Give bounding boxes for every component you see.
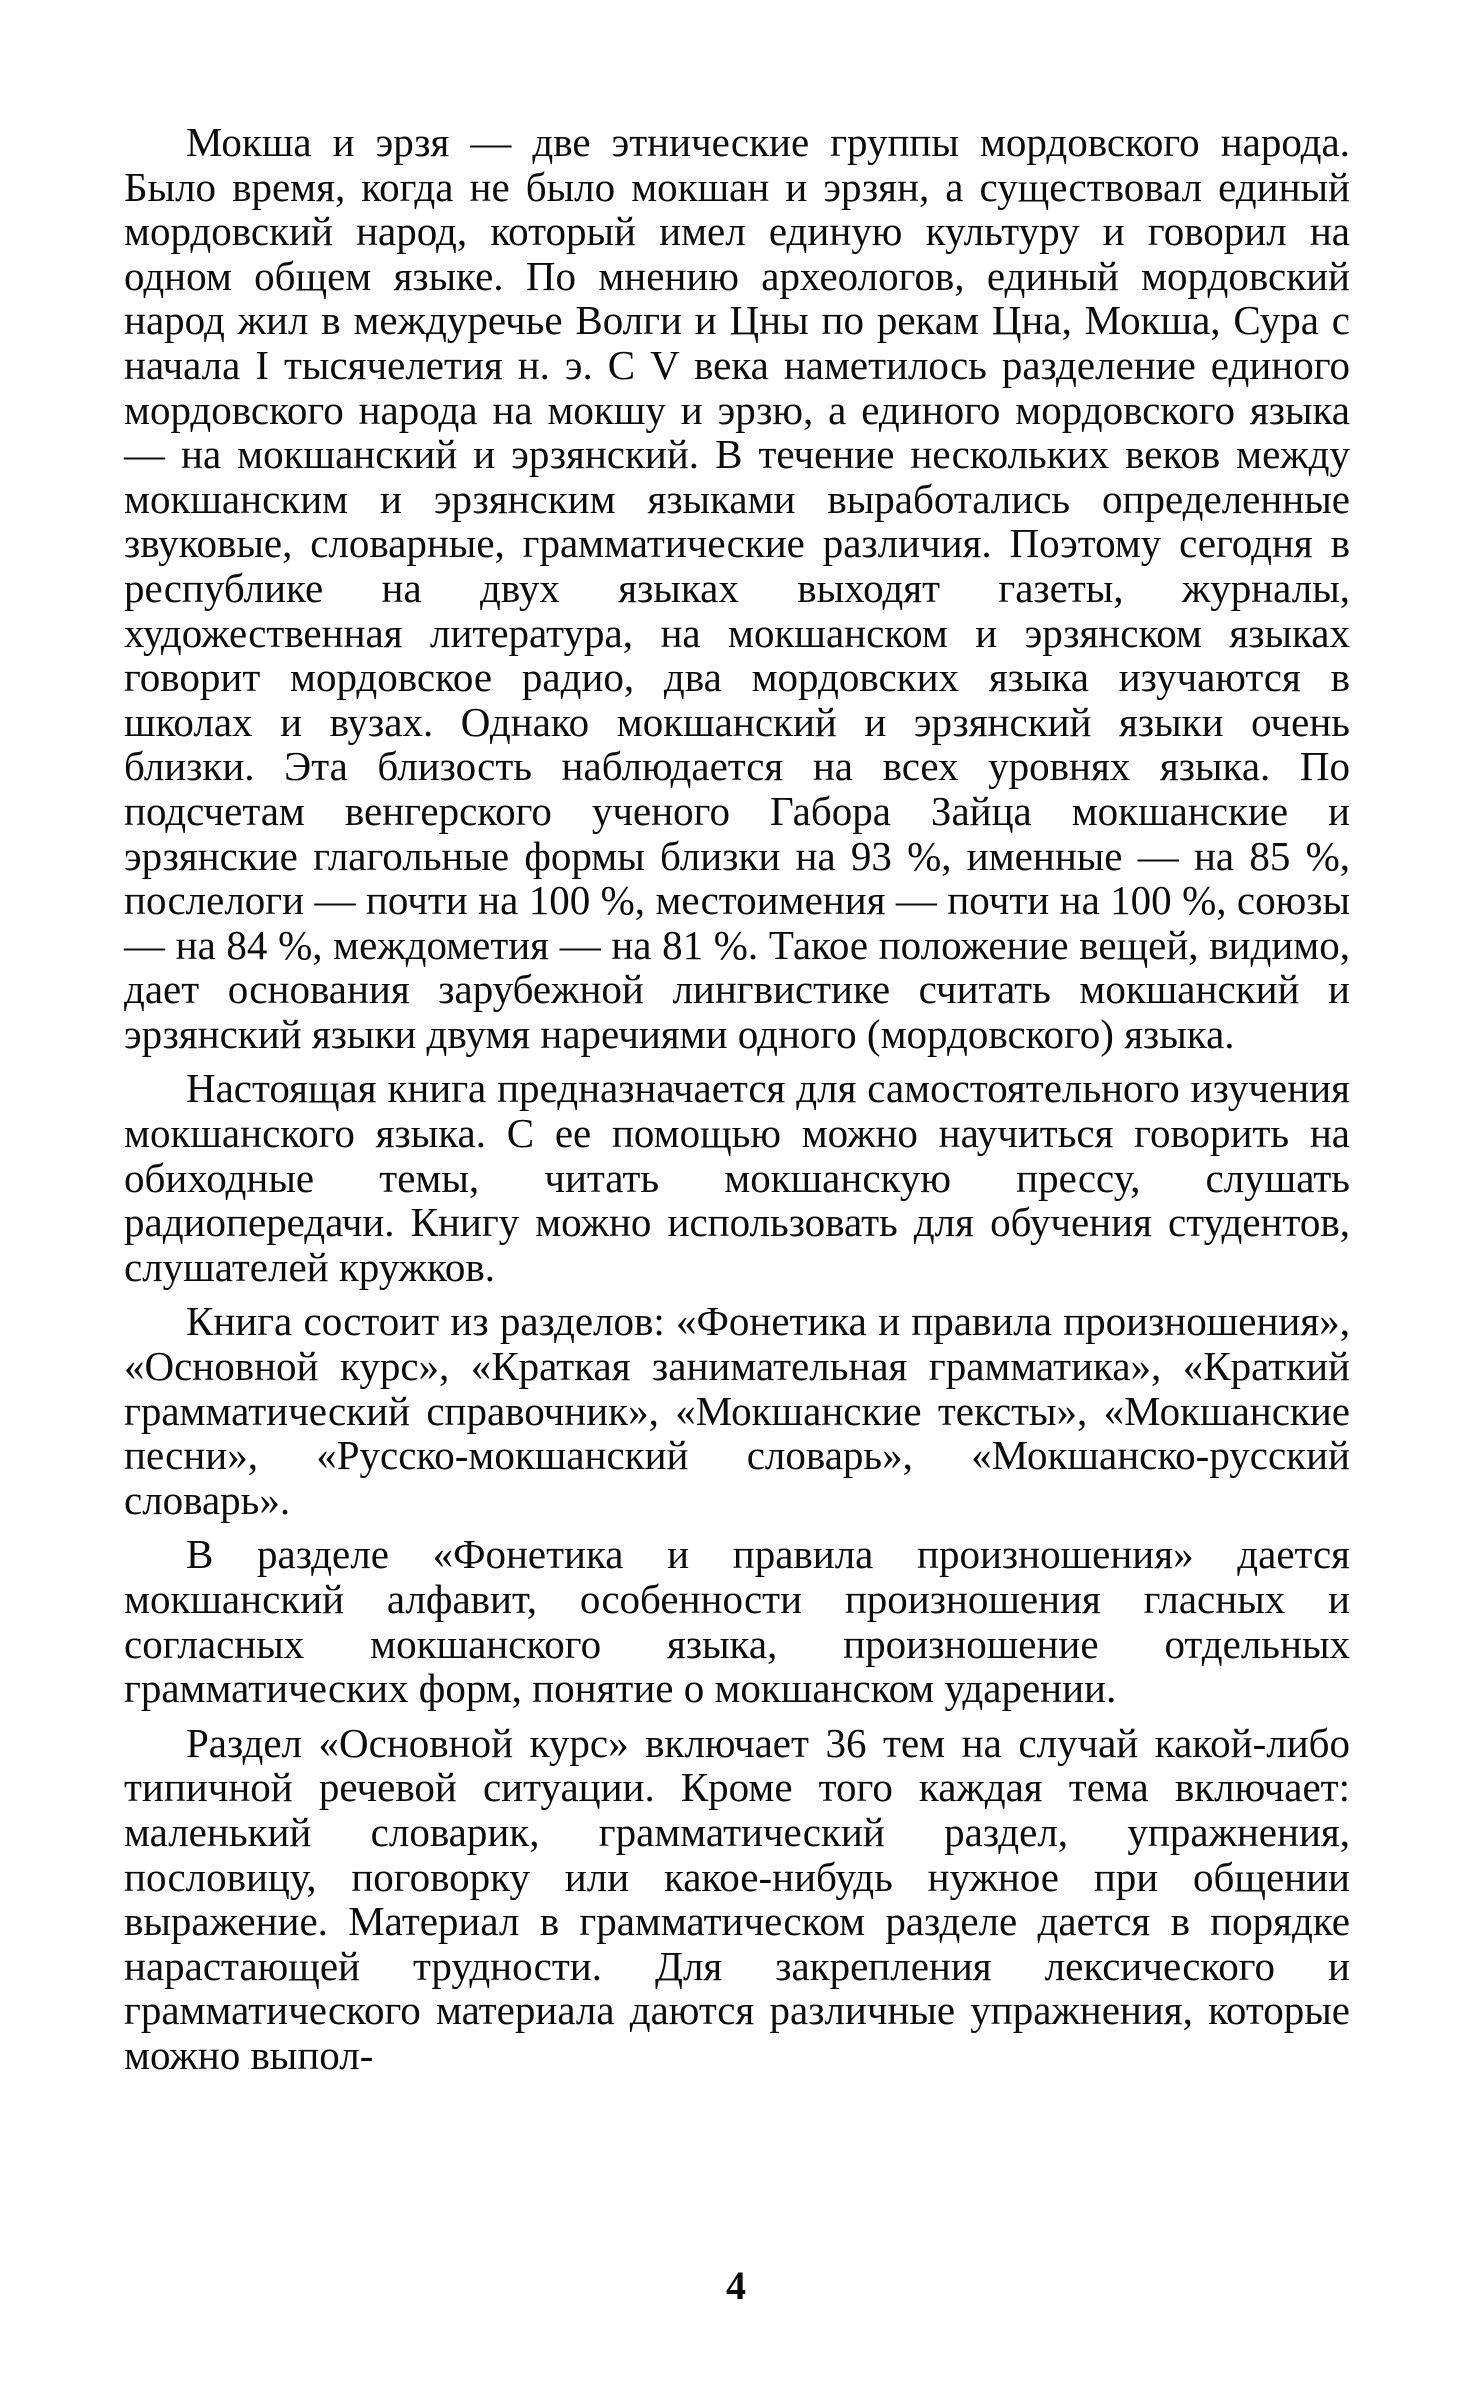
paragraph-phonetics-section: В разделе «Фонетика и правила произношения» дается мокшанский алфавит, особенности произношения гласных и согласных мокшанского языка, произношение отдельных грамматических форм, понятие о мокшанском ударении. xyxy=(124,1531,1350,1712)
paragraph-book-purpose: Настоящая книга предназначается для самостоятельного изучения мокшанского языка. С ее помощью можно научиться говорить на обиходные темы, читать мокшанскую прессу, слушать радиопередачи. Книгу можно использовать для обучения студентов, слушателей кружков. xyxy=(124,1065,1350,1290)
paragraph-moksha-erzya: Мокша и эрзя — две этнические группы мордовского народа. Было время, когда не было мокшан и эрзян, а существовал единый мордовский народ, который имел единую культуру и говорил на одном общем языке. По мнению археологов, единый мордовский народ жил в междуречье Волги и Цны по рекам Цна, Мокша, Сура с начала I тысячелетия н. э. С V века наметилось разделение единого мордовского народа на мокшу и эрзю, а единого мордовского языка — на мокшанский и эрзянский. В течение нескольких веков между мокшанским и эрзянским языками выработались определенные звуковые, словарные, грамматические различия. Поэтому сегодня в республике на двух языках выходят газеты, журналы, художественная литература, на мокшанском и эрзянском языках говорит мордовское радио, два мордовских языка изучаются в школах и вузах. Однако мокшанский и эрзянский языки очень близки. Эта близость наблюдается на всех уровнях языка. По подсчетам венгерского ученого Габора Зайца мокшанские и эрзянские глагольные формы близки на 93 %, именные — на 85 %, послелоги — почти на 100 %, местоимения — почти на 100 %, союзы — на 84 %, междометия — на 81 %. Такое положение вещей, видимо, дает основания зарубежной лингвистике считать мокшанский и эрзянский языки двумя наречиями одного (мордовского) языка. xyxy=(124,119,1350,1057)
paragraph-book-sections: Книга состоит из разделов: «Фонетика и правила произношения», «Основной курс», «Краткая занимательная грамматика», «Краткий грамматический справочник», «Мокшанские тексты», «Мокшанские песни», «Русско-мокшанский словарь», «Мокшанско-русский словарь». xyxy=(124,1298,1350,1523)
paragraph-main-course: Раздел «Основной курс» включает 36 тем на случай какой-либо типичной речевой ситуации. Кроме того каждая тема включает: маленький словарик, грамматический раздел, упражнения, пословицу, поговорку или какое-нибудь нужное при общении выражение. Материал в грамматическом разделе дается в порядке нарастающей трудности. Для закрепления лексического и грамматического материала даются различные упражнения, которые можно выпол- xyxy=(124,1719,1350,2078)
page-number: 4 xyxy=(726,2263,746,2308)
page-body xyxy=(124,120,1350,2088)
